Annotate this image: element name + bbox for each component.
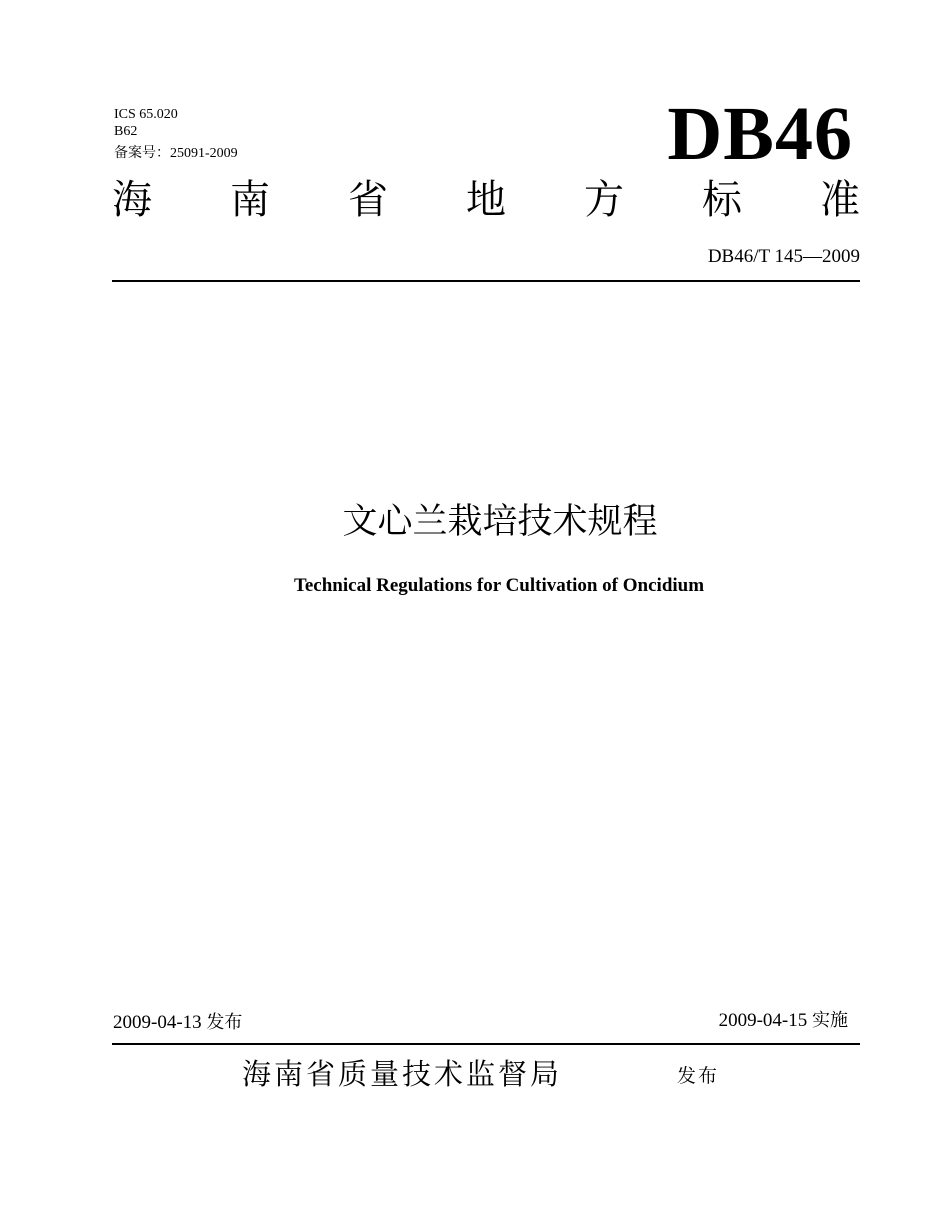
standard-number: DB46/T 145—2009 <box>707 246 860 267</box>
issue-date <box>113 1012 242 1034</box>
standard-type-char: 准 <box>820 177 860 223</box>
issue-date-value: 2009-04-13 <box>113 1012 202 1033</box>
standard-type-char: 省 <box>348 177 388 223</box>
standard-type-char: 南 <box>230 177 270 223</box>
issue-label: 发布 <box>206 1012 243 1033</box>
issuing-authority-suffix: 发布 <box>677 1065 720 1087</box>
standard-type-char: 地 <box>466 177 506 223</box>
document-title-chinese: 文心兰栽培技术规程 <box>342 502 658 542</box>
standard-type-char: 标 <box>702 177 742 223</box>
implementation-label: 实施 <box>812 1010 848 1031</box>
header-divider <box>112 280 860 282</box>
standard-code-logo: DB46 <box>667 92 853 176</box>
ics-code: ICS 65.020 <box>114 107 178 122</box>
implementation-date-value: 2009-04-15 <box>718 1010 808 1031</box>
issuing-authority: 海南省质量技术监督局 <box>242 1057 563 1091</box>
implementation-date <box>719 1010 848 1032</box>
standard-type-char: 方 <box>584 177 624 223</box>
record-number: 备案号：25091-2009 <box>114 146 238 161</box>
document-title-english: Technical Regulations for Cultivation of Oncidium <box>293 575 705 596</box>
classification-code: B62 <box>114 124 138 139</box>
standard-type-heading <box>112 176 860 224</box>
footer-divider <box>112 1043 860 1045</box>
standard-type-char: 海 <box>112 177 152 223</box>
